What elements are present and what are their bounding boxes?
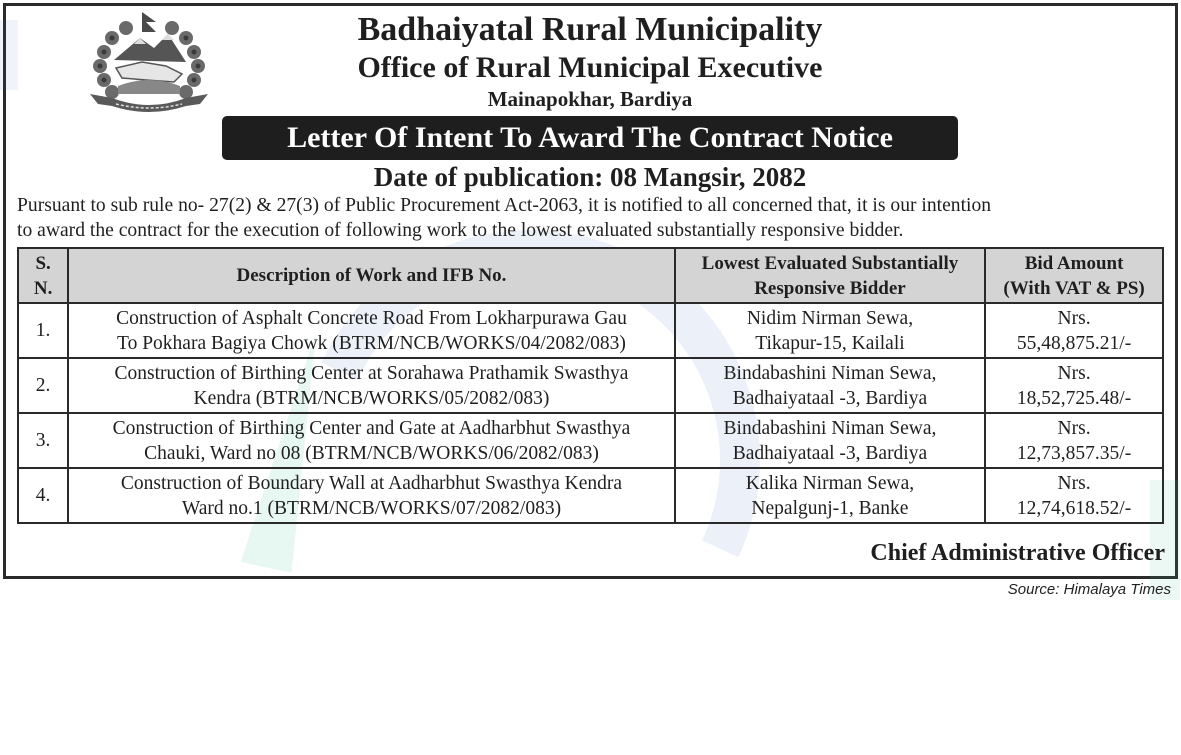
bid-amount-cell: Nrs. 55,48,875.21/- — [985, 303, 1163, 358]
serial-number-cell: 1. — [18, 303, 68, 358]
bid-amount-cell: Nrs. 12,73,857.35/- — [985, 413, 1163, 468]
bid-amount-cell: Nrs. 12,74,618.52/- — [985, 468, 1163, 523]
intro-line: to award the contract for the execution of following work to the lowest evaluated substantially responsive bidder. — [17, 220, 904, 241]
office-name: Office of Rural Municipal Executive — [357, 51, 823, 84]
table-row — [18, 358, 1163, 413]
serial-number-cell: 3. — [18, 413, 68, 468]
office-address: Mainapokhar, Bardiya — [487, 87, 693, 111]
serial-number-cell: 4. — [18, 468, 68, 523]
column-header-serial-number: S. N. — [18, 248, 68, 303]
bidder-cell: Bindabashini Niman Sewa, Badhaiyataal -3, Bardiya — [675, 413, 985, 468]
description-cell: Construction of Birthing Center at Sorahawa Prathamik Swasthya Kendra (BTRM/NCB/WORKS/05/2082/083) — [68, 358, 675, 413]
contract-award-table — [17, 247, 1164, 524]
table-header-row — [18, 248, 1163, 303]
column-header-bid-amount: Bid Amount (With VAT & PS) — [985, 248, 1163, 303]
intro-paragraph — [17, 193, 1167, 243]
column-header-description: Description of Work and IFB No. — [68, 248, 675, 303]
bid-amount-cell: Nrs. 18,52,725.48/- — [985, 358, 1163, 413]
description-cell: Construction of Boundary Wall at Aadharbhut Swasthya Kendra Ward no.1 (BTRM/NCB/WORKS/07/2082/083) — [68, 468, 675, 523]
bidder-cell: Bindabashini Niman Sewa, Badhaiyataal -3, Bardiya — [675, 358, 985, 413]
description-cell: Construction of Asphalt Concrete Road From Lokharpurawa Gau To Pokhara Bagiya Chowk (BTRM/NCB/WORKS/04/2082/083) — [68, 303, 675, 358]
table-row — [18, 468, 1163, 523]
table-row — [18, 303, 1163, 358]
serial-number-cell: 2. — [18, 358, 68, 413]
description-cell: Construction of Birthing Center and Gate at Aadharbhut Swasthya Chauki, Ward no 08 (BTRM/NCB/WORKS/06/2082/083) — [68, 413, 675, 468]
bidder-cell: Kalika Nirman Sewa, Nepalgunj-1, Banke — [675, 468, 985, 523]
nepal-government-emblem-icon — [82, 8, 216, 120]
signatory-title: Chief Administrative Officer — [870, 540, 1165, 566]
municipality-name: Badhaiyatal Rural Municipality — [357, 11, 823, 48]
intro-line: Pursuant to sub rule no- 27(2) & 27(3) of Public Procurement Act-2063, it is notified to all concerned that, it is our intention — [17, 195, 992, 216]
column-header-bidder: Lowest Evaluated Substantially Responsive Bidder — [675, 248, 985, 303]
source-credit: Source: Himalaya Times — [1007, 581, 1171, 598]
notice-title-banner: Letter Of Intent To Award The Contract Notice — [222, 116, 958, 160]
publication-date: Date of publication: 08 Mangsir, 2082 — [373, 162, 807, 192]
table-row — [18, 413, 1163, 468]
bidder-cell: Nidim Nirman Sewa, Tikapur-15, Kailali — [675, 303, 985, 358]
